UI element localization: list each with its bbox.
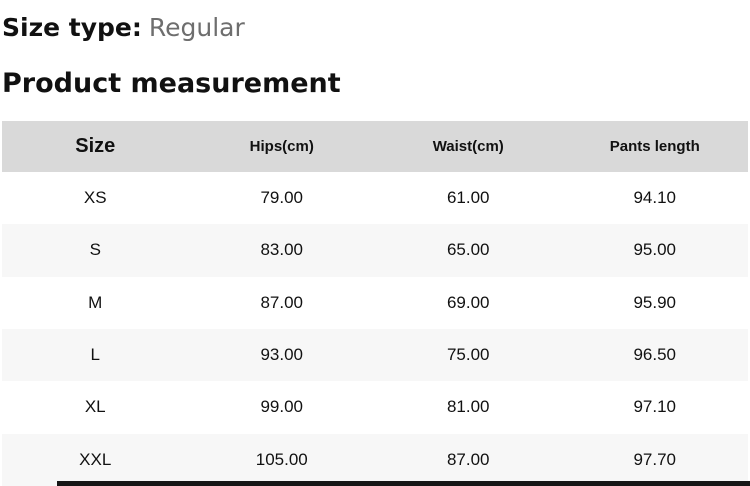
size-cell: XS [83, 188, 107, 208]
column-header-waist: Waist(cm) [432, 138, 504, 155]
pants-length-cell: 97.70 [633, 449, 677, 469]
table-row [2, 381, 748, 433]
size-cell: L [90, 345, 100, 365]
column-header-hips: Hips(cm) [249, 138, 314, 155]
hips-cell: 83.00 [260, 240, 304, 260]
waist-cell: 65.00 [446, 240, 490, 260]
hips-cell: 99.00 [260, 397, 304, 417]
size-type-heading [2, 13, 245, 42]
table-row [2, 172, 748, 224]
pants-length-cell: 95.90 [633, 292, 677, 312]
waist-cell: 69.00 [446, 292, 490, 312]
pants-length-cell: 94.10 [633, 188, 677, 208]
waist-cell: 75.00 [446, 345, 490, 365]
table-row [2, 329, 748, 381]
hips-cell: 87.00 [260, 292, 304, 312]
size-type-value: Regular [148, 13, 245, 42]
size-type-label: Size type: [2, 13, 142, 42]
waist-cell: 81.00 [446, 397, 490, 417]
hips-cell: 105.00 [255, 449, 308, 469]
pants-length-cell: 97.10 [633, 397, 677, 417]
hips-cell: 79.00 [260, 188, 304, 208]
pants-length-cell: 95.00 [633, 240, 677, 260]
waist-cell: 61.00 [446, 188, 490, 208]
waist-cell: 87.00 [446, 449, 490, 469]
column-header-pants-length: Pants length [609, 138, 700, 155]
pants-length-cell: 96.50 [633, 345, 677, 365]
table-body [2, 172, 748, 486]
table-header-row [2, 121, 748, 172]
table-row [2, 224, 748, 276]
table-row [2, 434, 748, 486]
size-cell: S [89, 240, 101, 260]
hips-cell: 93.00 [260, 345, 304, 365]
size-cell: M [88, 292, 103, 312]
measurement-table [2, 121, 748, 486]
table-row [2, 277, 748, 329]
size-cell: XL [84, 397, 106, 417]
product-measurement-title: Product measurement [2, 68, 341, 99]
cutoff-next-section-edge [57, 481, 750, 486]
column-header-size: Size [75, 135, 116, 157]
size-cell: XXL [79, 449, 112, 469]
